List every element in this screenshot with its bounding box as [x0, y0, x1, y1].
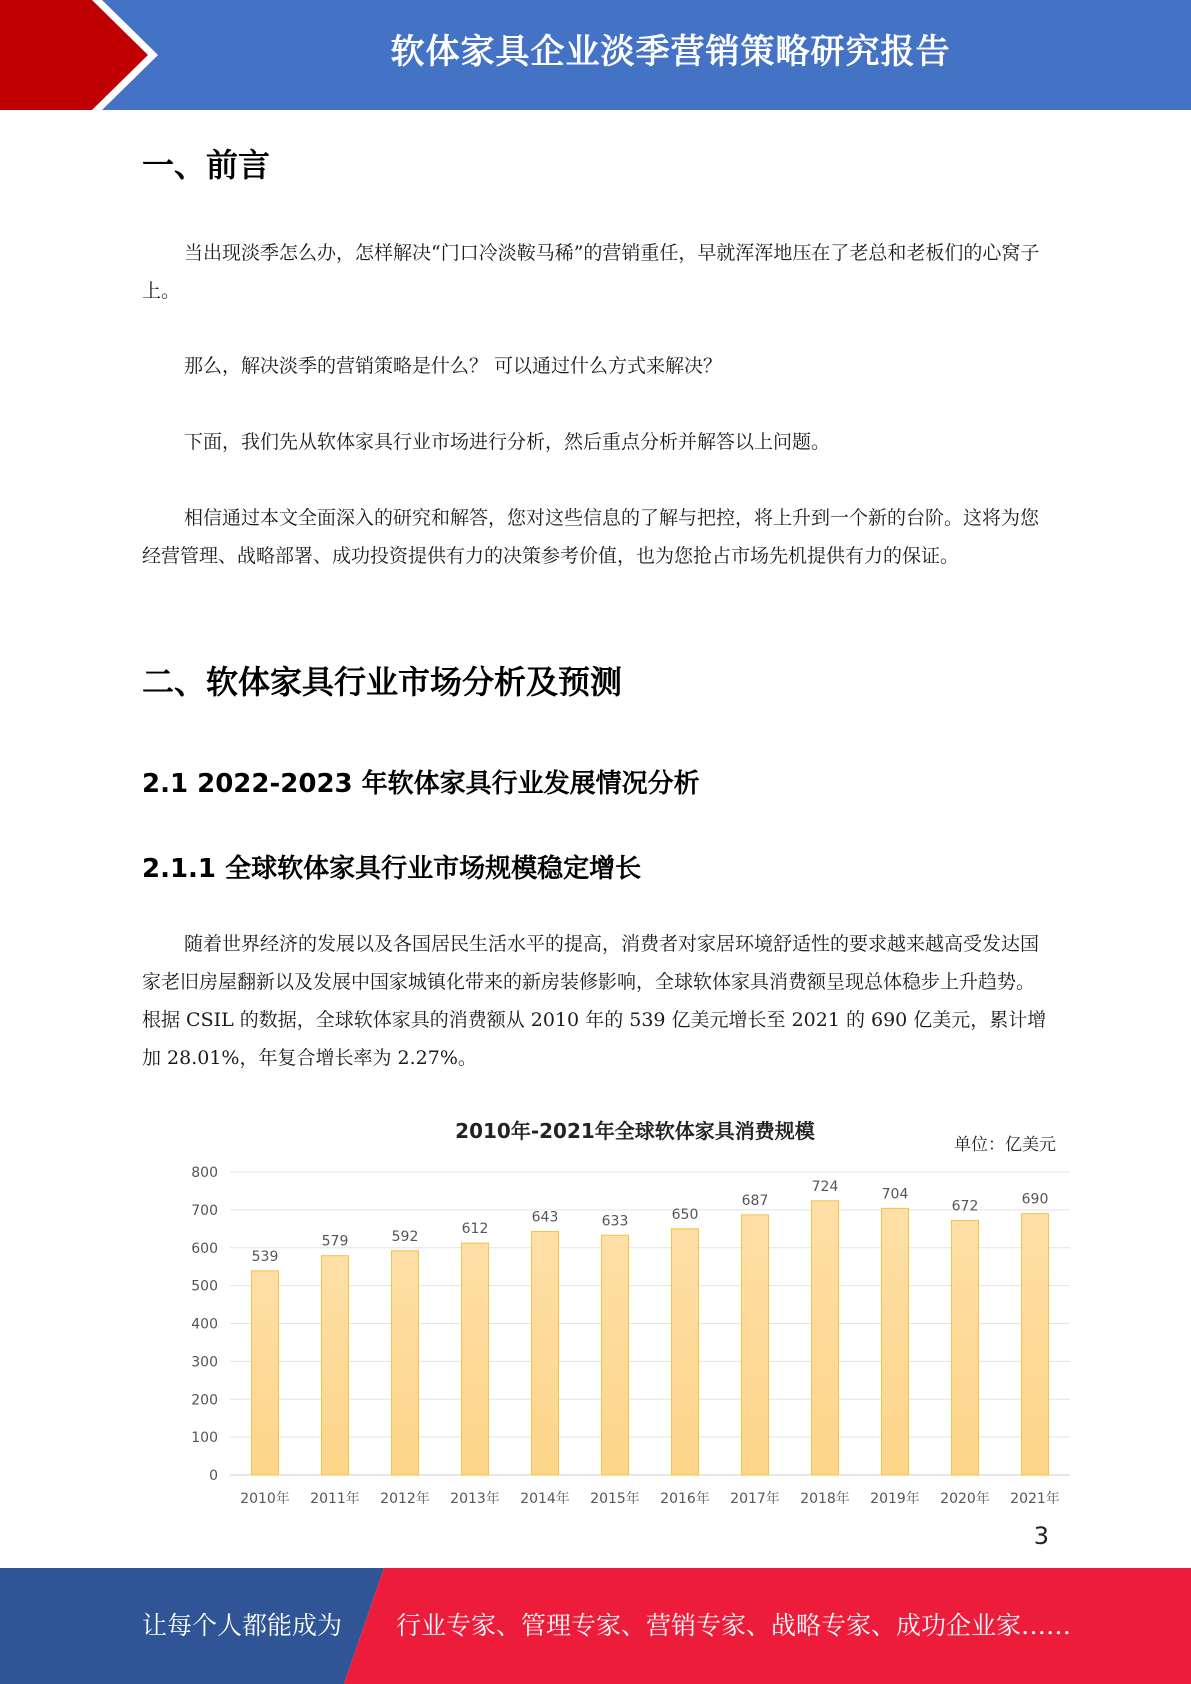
x-tick-label: 2016年 [660, 1491, 710, 1507]
report-title: 软体家具企业淡季营销策略研究报告 [390, 32, 951, 72]
page-header [0, 0, 1191, 110]
data-label: 539 [251, 1248, 279, 1265]
bar [252, 1271, 279, 1475]
intro-paragraph-2: 那么，解决淡季的营销策略是什么？ 可以通过什么方式来解决？ [184, 355, 723, 377]
data-label: 579 [321, 1233, 349, 1250]
bar [742, 1215, 769, 1475]
market-size-paragraph: 随着世界经济的发展以及各国居民生活水平的提高，消费者对家居环境舒适性的要求越来越高受发达国家老旧房屋翻新以及发展中国家城镇化带来的新房装修影响，全球软体家具消费额呈现总体稳步上升趋势。根据 CSIL 的数据，全球软体家具的消费额从 2010 年的 539 亿美元增长至 2021 的 690 亿美元，累计增加 28.01%，年复合增长率为 2.27%。 [142, 933, 1047, 1069]
x-tick-label: 2017年 [730, 1491, 780, 1507]
section-2-1-title: 2.1 2022-2023 年软体家具行业发展情况分析 [142, 769, 700, 799]
x-tick-label: 2019年 [870, 1491, 920, 1507]
x-tick-label: 2015年 [590, 1491, 640, 1507]
bar [1022, 1214, 1049, 1475]
y-tick-label: 800 [191, 1165, 218, 1181]
data-label: 633 [601, 1213, 629, 1230]
data-label: 687 [741, 1192, 769, 1209]
x-tick-label: 2021年 [1010, 1491, 1060, 1507]
x-tick-label: 2011年 [310, 1491, 360, 1507]
data-label: 612 [461, 1221, 489, 1238]
page-footer [0, 1568, 1191, 1684]
footer-slogan-right: 行业专家、管理专家、营销专家、战略专家、成功企业家…… [396, 1611, 1072, 1640]
intro-paragraph-1: 当出现淡季怎么办，怎样解决“门口冷淡鞍马稀”的营销重任，早就浑浑地压在了老总和老板们的心窝子上。 [142, 242, 1040, 302]
footer-slogan-left: 让每个人都能成为 [142, 1611, 343, 1640]
bar [322, 1256, 349, 1475]
x-tick-label: 2012年 [380, 1491, 430, 1507]
page-number: 3 [1033, 1522, 1049, 1550]
x-tick-label: 2014年 [520, 1491, 570, 1507]
y-tick-label: 700 [191, 1202, 218, 1219]
intro-paragraph-3: 下面，我们先从软体家具行业市场进行分析，然后重点分析并解答以上问题。 [184, 431, 831, 453]
intro-paragraph-4: 相信通过本文全面深入的研究和解答，您对这些信息的了解与把控，将上升到一个新的台阶。这将为您经营管理、战略部署、成功投资提供有力的决策参考价值，也为您抢占市场先机提供有力的保证。 [142, 507, 1040, 567]
data-label: 724 [811, 1178, 839, 1195]
y-tick-label: 0 [209, 1468, 218, 1484]
section-2-title: 二、软体家具行业市场分析及预测 [142, 663, 623, 701]
bar [672, 1229, 699, 1475]
x-tick-label: 2018年 [800, 1491, 850, 1507]
section-2-1-1-title: 2.1.1 全球软体家具行业市场规模稳定增长 [142, 854, 642, 884]
bar [532, 1231, 559, 1475]
y-tick-label: 100 [191, 1430, 218, 1447]
y-tick-label: 300 [191, 1354, 218, 1371]
bar [952, 1220, 979, 1475]
data-label: 592 [391, 1228, 419, 1245]
data-label: 650 [671, 1206, 699, 1223]
bar [462, 1243, 489, 1475]
y-tick-label: 200 [191, 1392, 218, 1409]
bar [392, 1251, 419, 1475]
chart-unit-label: 单位：亿美元 [954, 1135, 1056, 1155]
x-tick-label: 2010年 [240, 1491, 290, 1507]
y-tick-label: 500 [191, 1278, 218, 1295]
bar [882, 1208, 909, 1475]
x-tick-label: 2013年 [450, 1491, 500, 1507]
bar [812, 1201, 839, 1475]
y-tick-label: 400 [191, 1316, 218, 1333]
chart-title: 2010年-2021年全球软体家具消费规模 [455, 1119, 815, 1143]
section-1-title: 一、前言 [142, 146, 271, 184]
chart-svg [180, 1110, 1080, 1520]
data-label: 672 [951, 1198, 979, 1215]
y-tick-label: 600 [191, 1240, 218, 1257]
data-label: 690 [1021, 1191, 1049, 1208]
data-label: 643 [531, 1209, 559, 1226]
consumption-bar-chart [180, 1110, 1080, 1520]
data-label: 704 [881, 1186, 909, 1203]
x-tick-label: 2020年 [940, 1491, 990, 1507]
bar [602, 1235, 629, 1475]
